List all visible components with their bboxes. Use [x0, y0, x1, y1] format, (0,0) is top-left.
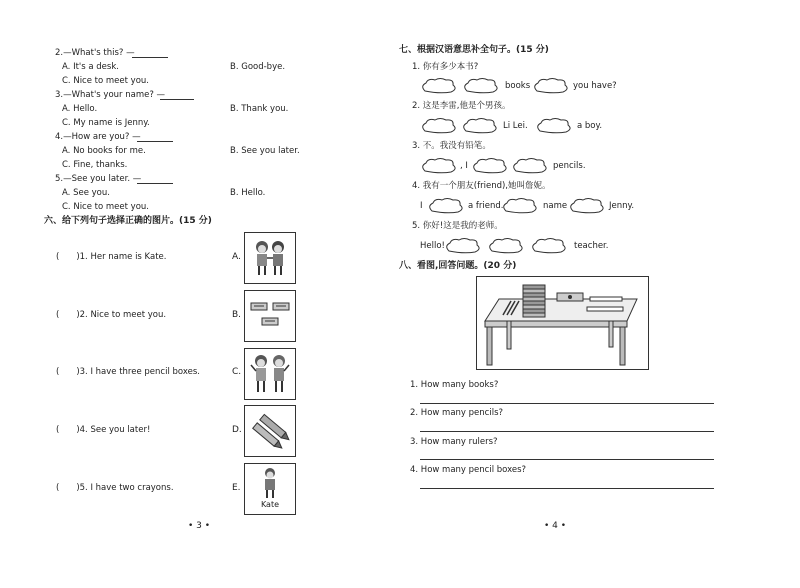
page-number-left: • 3 • [188, 521, 211, 531]
question-2: 2. How many pencils? [410, 408, 504, 418]
match-item-1: ( )1. Her name is Kate. [56, 252, 167, 262]
s3-blank-1[interactable] [420, 157, 458, 179]
q4-blank[interactable] [137, 141, 173, 142]
section7-title: 七、根据汉语意思补全句子。(15 分) [399, 45, 549, 55]
s2-blank-2[interactable] [461, 117, 499, 139]
answer-line-1[interactable] [420, 403, 714, 404]
q4-prompt: 4.—How are you? — [55, 132, 141, 142]
s4-word-i: I [420, 201, 423, 211]
s4-word-name: name [543, 201, 568, 211]
page-number-right: • 4 • [544, 521, 567, 531]
pic-label-c: C. [232, 367, 242, 377]
match-item-2: ( )2. Nice to meet you. [56, 310, 167, 320]
s5-blank-2[interactable] [487, 237, 525, 259]
section6-title: 六、给下列句子选择正确的图片。(15 分) [44, 216, 212, 226]
q3-option-a: A. Hello. [62, 104, 98, 114]
s1-word-books: books [505, 81, 531, 91]
s1-blank-3[interactable] [531, 77, 571, 99]
s5-blank-3[interactable] [530, 237, 568, 259]
picture-c-kids-waving [244, 348, 296, 400]
pic-label-a: A. [232, 252, 241, 262]
s5-word-hello: Hello! [420, 241, 445, 251]
q3-option-c: C. My name is Jenny. [62, 118, 150, 128]
question-1: 1. How many books? [410, 380, 499, 390]
pic-label-b: B. [232, 310, 242, 320]
answer-line-4[interactable] [420, 488, 714, 489]
match-item-3: ( )3. I have three pencil boxes. [56, 367, 200, 377]
q2-blank[interactable] [132, 57, 168, 58]
s1-word-you-have: you have? [573, 81, 617, 91]
q2-option-a: A. It's a desk. [62, 62, 119, 72]
q2-option-b: B. Good-bye. [230, 62, 286, 72]
s5-word-teacher: teacher. [574, 241, 609, 251]
question-3: 3. How many rulers? [410, 437, 498, 447]
q5-option-b: B. Hello. [230, 188, 266, 198]
table-picture [476, 276, 649, 370]
q5-blank[interactable] [137, 183, 173, 184]
s3-blank-2[interactable] [471, 157, 509, 179]
q4-option-a: A. No books for me. [62, 146, 146, 156]
s3-blank-3[interactable] [511, 157, 549, 179]
s4-word-a-friend: a friend. [468, 201, 504, 211]
s3-word-pencils: pencils. [553, 161, 586, 171]
s2-word-li-lei: Li Lei. [503, 121, 528, 131]
s2-blank-1[interactable] [420, 117, 458, 139]
picture-e-caption: Kate [260, 500, 280, 509]
q4-option-b: B. See you later. [230, 146, 300, 156]
q4-option-c: C. Fine, thanks. [62, 160, 128, 170]
q3-prompt: 3.—What's your name? — [55, 90, 166, 100]
picture-d-crayons [244, 405, 296, 457]
s1-blank-1[interactable] [420, 77, 458, 99]
q3-blank[interactable] [160, 99, 194, 100]
s4-blank-2[interactable] [501, 197, 539, 219]
s4-blank-1[interactable] [427, 197, 465, 219]
s4-word-jenny: Jenny. [609, 201, 635, 211]
s2-blank-3[interactable] [535, 117, 573, 139]
s2-chinese: 2. 这是李雷,他是个男孩。 [412, 101, 511, 111]
s3-chinese: 3. 不。我没有铅笔。 [412, 141, 491, 151]
q3-option-b: B. Thank you. [230, 104, 289, 114]
s2-word-a-boy: a boy. [577, 121, 603, 131]
s3-word-i: , I [460, 161, 468, 171]
match-item-4: ( )4. See you later! [56, 425, 151, 435]
section8-title: 八、看图,回答问题。(20 分) [399, 261, 517, 271]
s4-chinese: 4. 我有一个朋友(friend),她叫詹妮。 [412, 181, 551, 191]
answer-line-3[interactable] [420, 459, 714, 460]
s1-blank-2[interactable] [461, 77, 501, 99]
s5-blank-1[interactable] [444, 237, 482, 259]
s4-blank-3[interactable] [568, 197, 606, 219]
picture-b-pencil-boxes [244, 290, 296, 342]
pic-label-e: E. [232, 483, 241, 493]
q2-prompt: 2.—What's this? — [55, 48, 135, 58]
match-item-5: ( )5. I have two crayons. [56, 483, 174, 493]
question-4: 4. How many pencil boxes? [410, 465, 527, 475]
q2-option-c: C. Nice to meet you. [62, 76, 149, 86]
s1-chinese: 1. 你有多少本书? [412, 62, 479, 72]
pic-label-d: D. [232, 425, 242, 435]
q5-prompt: 5.—See you later. — [55, 174, 142, 184]
q5-option-c: C. Nice to meet you. [62, 202, 149, 212]
answer-line-2[interactable] [420, 431, 714, 432]
s5-chinese: 5. 你好!这是我的老师。 [412, 221, 503, 231]
picture-a-two-kids [244, 232, 296, 284]
picture-e-kate [244, 463, 296, 515]
q5-option-a: A. See you. [62, 188, 110, 198]
